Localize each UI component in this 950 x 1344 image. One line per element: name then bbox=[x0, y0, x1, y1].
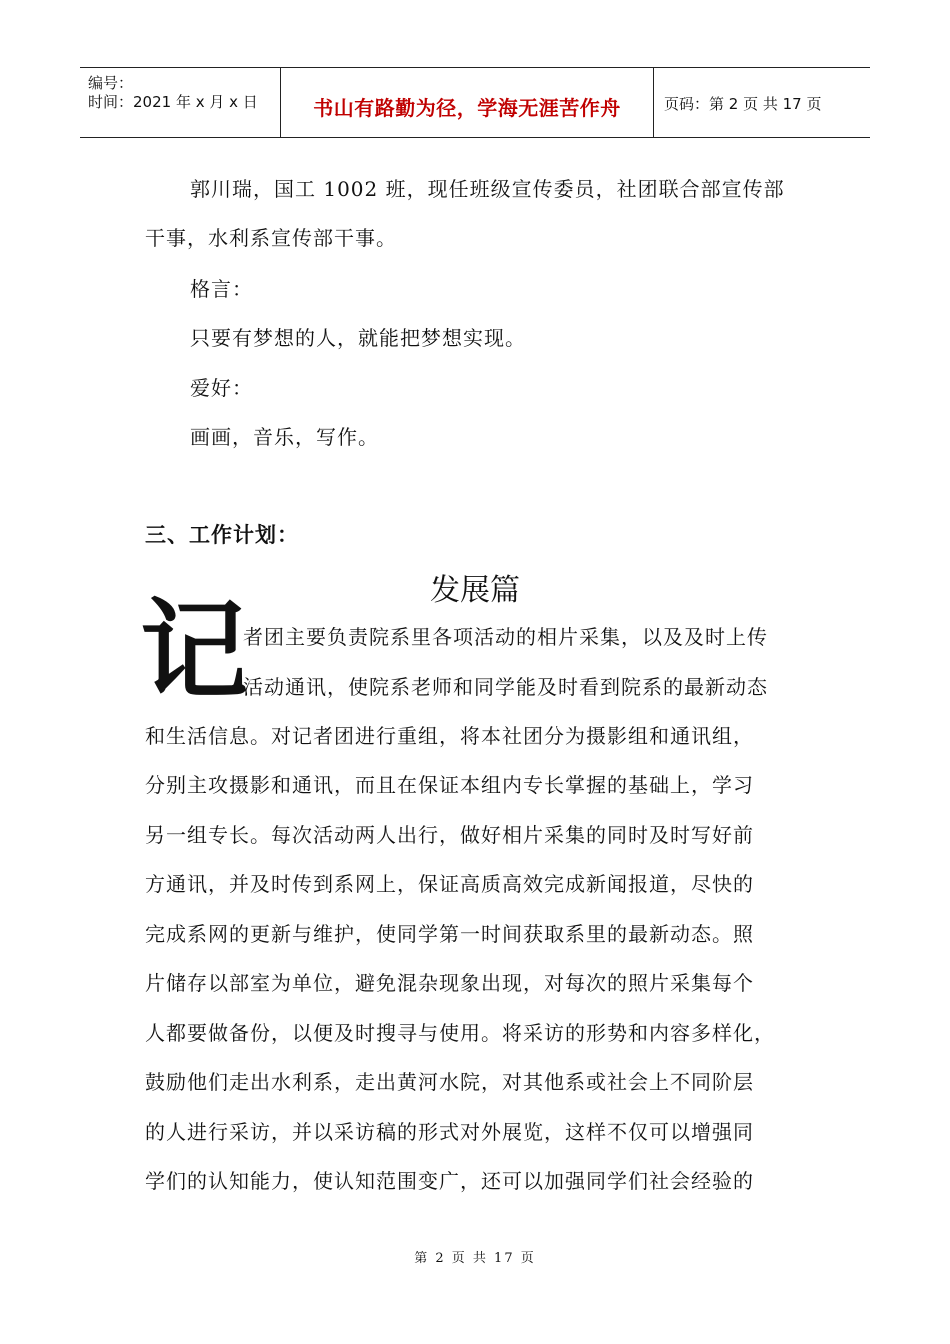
body-line: 另一组专长。每次活动两人出行，做好相片采集的同时及时写好前 bbox=[145, 823, 754, 847]
header-motto-cell bbox=[281, 68, 654, 137]
body-line: 活动通讯，使院系老师和同学能及时看到院系的最新动态 bbox=[243, 675, 768, 699]
body-line: 分别主攻摄影和通讯，而且在保证本组内专长掌握的基础上，学习 bbox=[145, 773, 754, 797]
section-subtitle: 发展篇 bbox=[430, 573, 520, 608]
hobby-text: 画画，音乐，写作。 bbox=[190, 425, 379, 449]
body-line: 片储存以部室为单位，避免混杂现象出现，对每次的照片采集每个 bbox=[145, 971, 754, 995]
intro-line-2: 干事，水利系宣传部干事。 bbox=[145, 226, 397, 250]
body-line: 方通讯，并及时传到系网上，保证高质高效完成新闻报道，尽快的 bbox=[145, 872, 754, 896]
body-line: 者团主要负责院系里各项活动的相片采集，以及及时上传 bbox=[243, 625, 768, 649]
intro-line-1: 郭川瑞，国工 1002 班，现任班级宣传委员，社团联合部宣传部 bbox=[190, 177, 785, 201]
body-line: 的人进行采访，并以采访稿的形式对外展览，这样不仅可以增强同 bbox=[145, 1120, 754, 1144]
header-page-cell bbox=[654, 68, 870, 137]
body-line: 鼓励他们走出水利系，走出黄河水院，对其他系或社会上不同阶层 bbox=[145, 1070, 754, 1094]
body-line: 完成系网的更新与维护，使同学第一时间获取系里的最新动态。照 bbox=[145, 922, 754, 946]
date-label: 时间：2021 年 x 月 x 日 bbox=[88, 93, 258, 111]
header-meta-cell bbox=[80, 68, 281, 137]
body-line: 和生活信息。对记者团进行重组，将本社团分为摄影组和通讯组， bbox=[145, 724, 754, 748]
body-line: 学们的认知能力，使认知范围变广，还可以加强同学们社会经验的 bbox=[145, 1169, 754, 1193]
section-title: 三、工作计划： bbox=[145, 523, 299, 547]
page-info: 页码：第 2 页 共 17 页 bbox=[664, 95, 822, 113]
page-header bbox=[80, 67, 870, 138]
hobby-label: 爱好： bbox=[190, 376, 253, 400]
page-footer: 第 2 页 共 17 页 bbox=[414, 1251, 536, 1266]
drop-cap: 记 bbox=[140, 589, 249, 714]
motto-label: 格言： bbox=[190, 277, 253, 301]
body-line: 人都要做备份，以便及时搜寻与使用。将采访的形势和内容多样化， bbox=[145, 1021, 775, 1045]
header-motto: 书山有路勤为径，学海无涯苦作舟 bbox=[313, 96, 621, 120]
number-label: 编号： bbox=[88, 74, 134, 92]
motto-text: 只要有梦想的人，就能把梦想实现。 bbox=[190, 326, 526, 350]
